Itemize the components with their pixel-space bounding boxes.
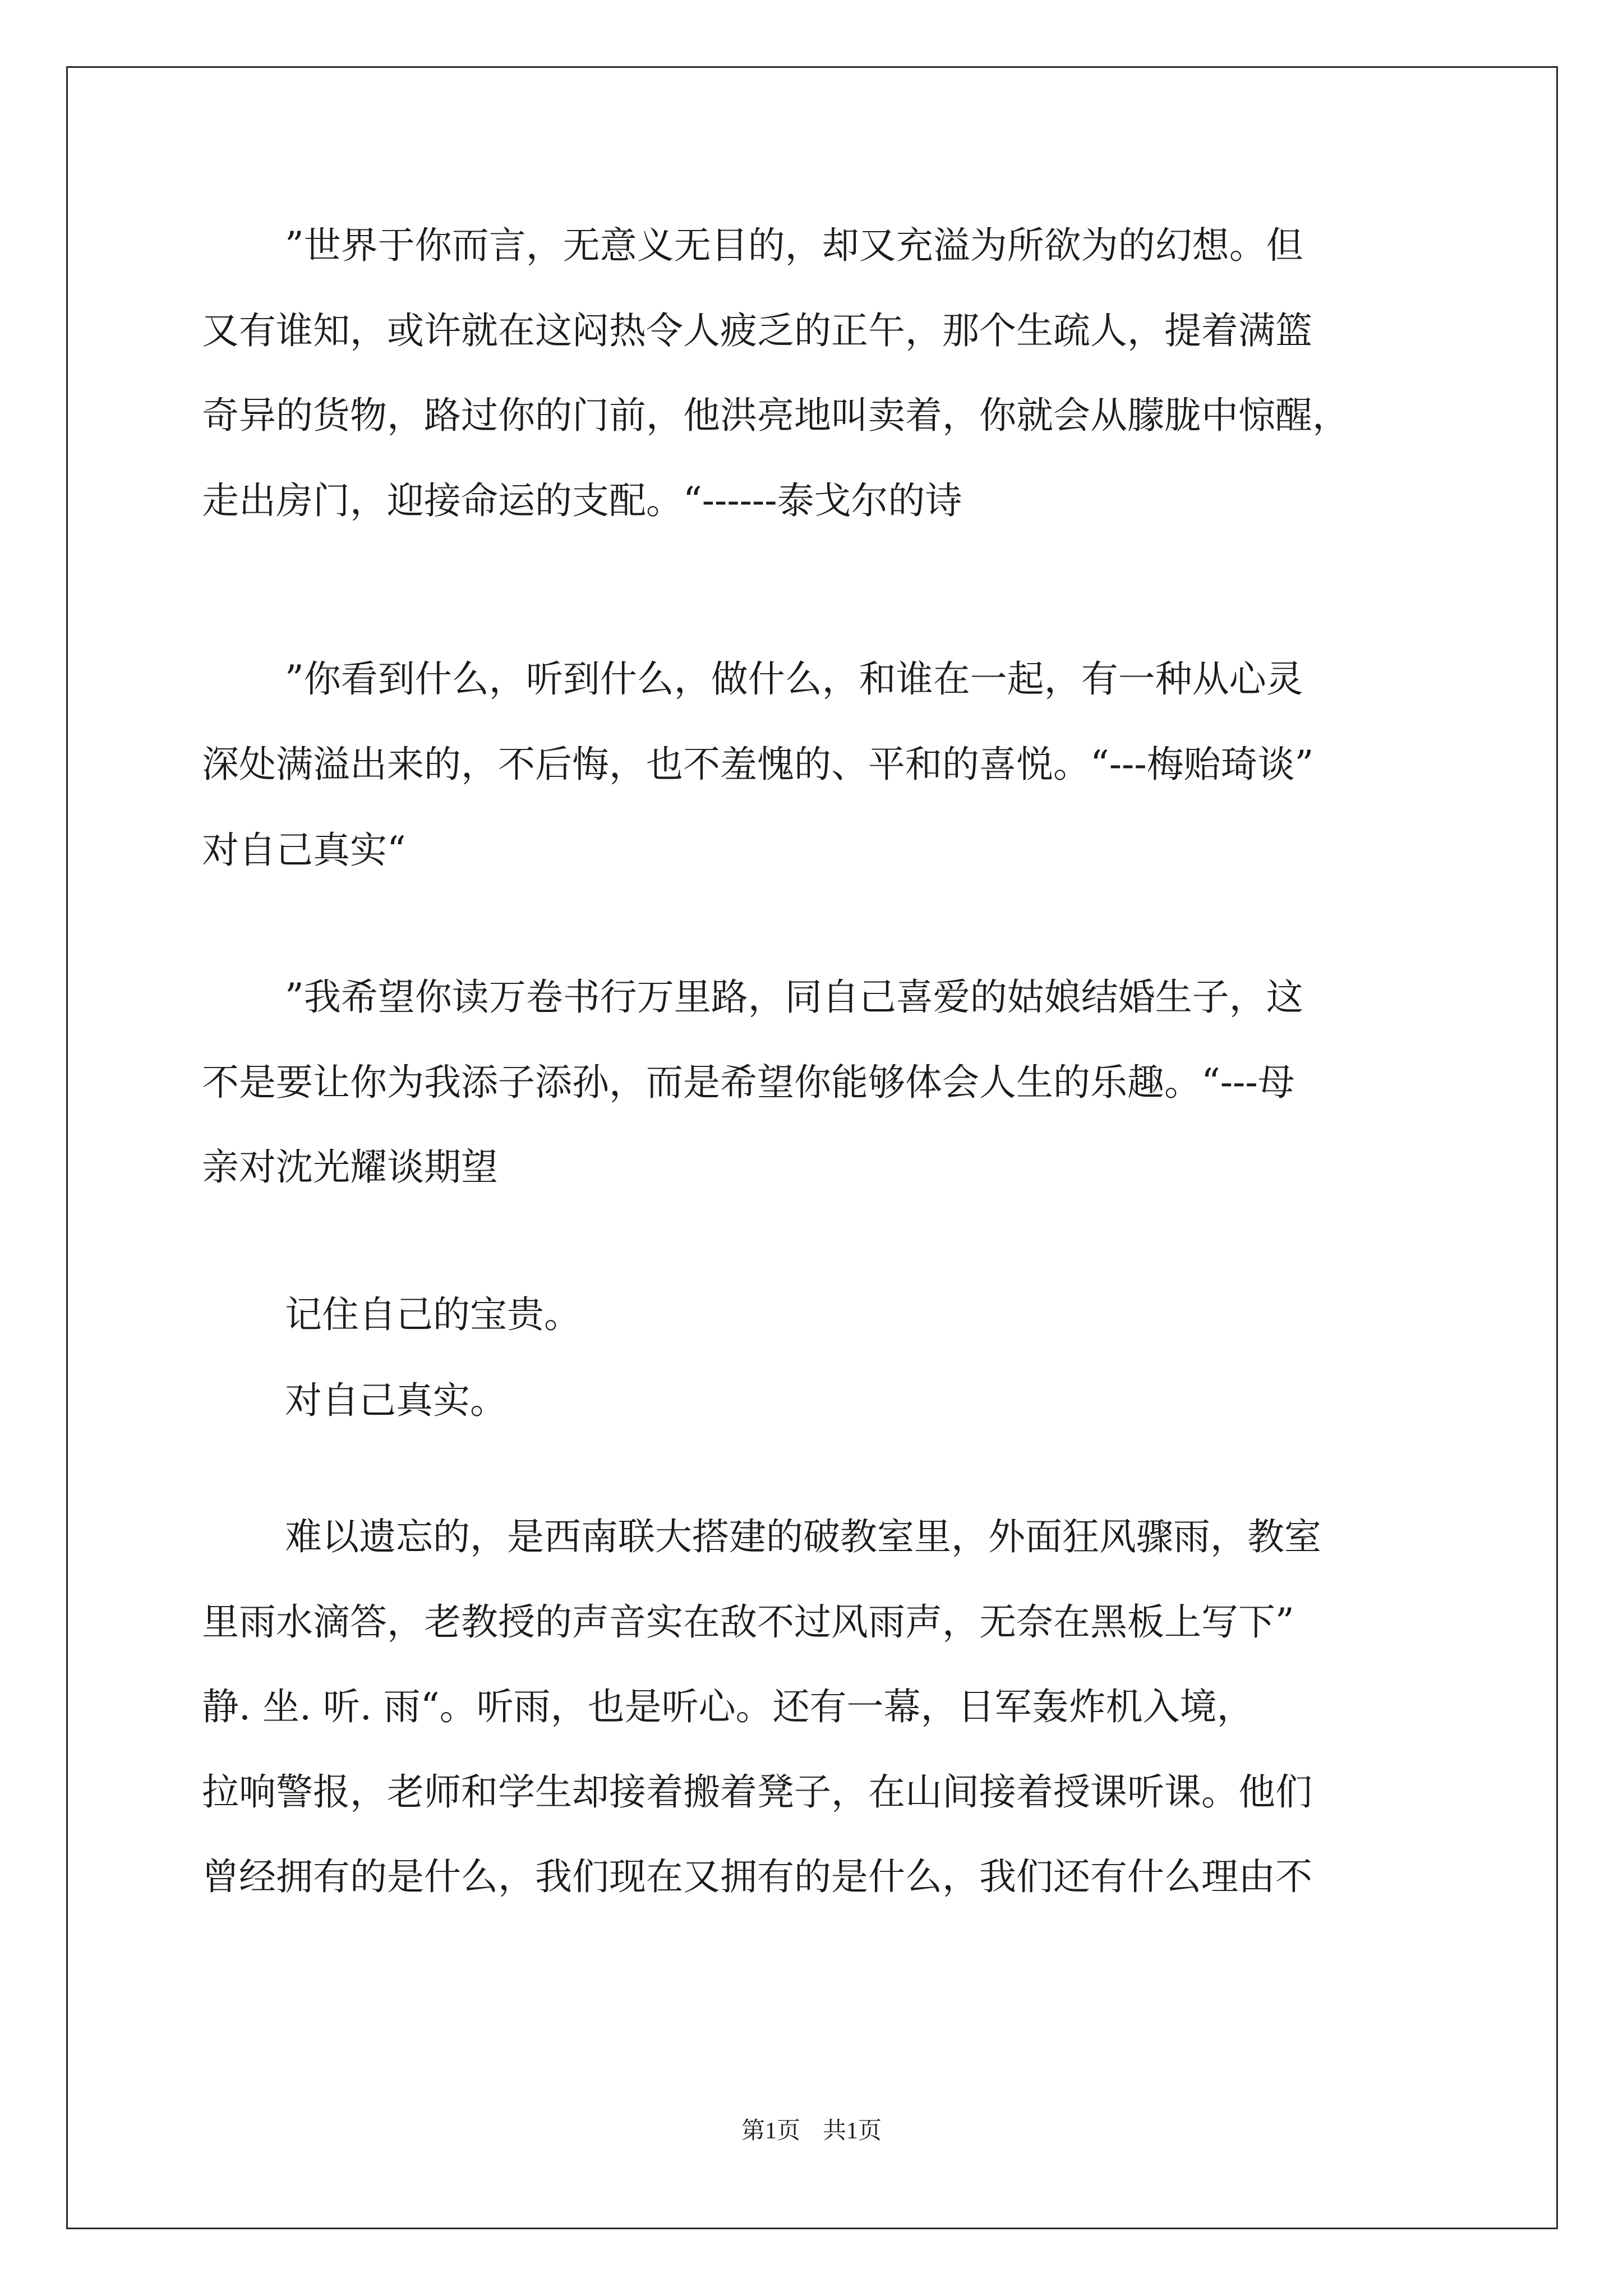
page-footer	[0, 2117, 1623, 2145]
text-line: 曾经拥有的是什么，我们现在又拥有的是什么，我们还有什么理由不	[202, 1855, 1312, 1898]
text-line: 记住自己的宝贵。	[285, 1293, 581, 1336]
text-line: 对自己真实“	[202, 829, 406, 872]
text-line: 静. 坐. 听. 雨“。听雨，也是听心。还有一幕，日军轰炸机入境，	[202, 1685, 1254, 1728]
text-line: 对自己真实。	[285, 1379, 507, 1422]
page-number: 第1页	[741, 2118, 800, 2144]
text-line: 又有谁知，或许就在这闷热令人疲乏的正午，那个生疏人，提着满篮	[202, 309, 1312, 352]
text-line: 不是要让你为我添子添孙，而是希望你能够体会人生的乐趣。“---母	[202, 1061, 1295, 1104]
text-line: ”你看到什么，听到什么，做什么，和谁在一起，有一种从心灵	[285, 657, 1303, 701]
text-line: 走出房门，迎接命运的支配。“------泰戈尔的诗	[202, 479, 962, 522]
text-line: ”世界于你而言，无意义无目的，却又充溢为所欲为的幻想。但	[285, 224, 1303, 267]
text-line: ”我希望你读万卷书行万里路，同自己喜爱的姑娘结婚生子，这	[285, 976, 1303, 1019]
text-line: 里雨水滴答，老教授的声音实在敌不过风雨声，无奈在黑板上写下”	[202, 1600, 1294, 1644]
text-line: 难以遗忘的，是西南联大搭建的破教室里，外面狂风骤雨，教室	[285, 1515, 1321, 1558]
text-line: 拉响警报，老师和学生却接着搬着凳子，在山间接着授课听课。他们	[202, 1770, 1312, 1814]
text-line: 亲对沈光耀谈期望	[202, 1145, 498, 1189]
page-total: 共1页	[823, 2118, 882, 2144]
text-line: 奇异的货物，路过你的门前，他洪亮地叫卖着，你就会从朦胧中惊醒，	[202, 394, 1349, 437]
text-line: 深处满溢出来的，不后悔，也不羞愧的、平和的喜悦。“---梅贻琦谈”	[202, 743, 1314, 786]
